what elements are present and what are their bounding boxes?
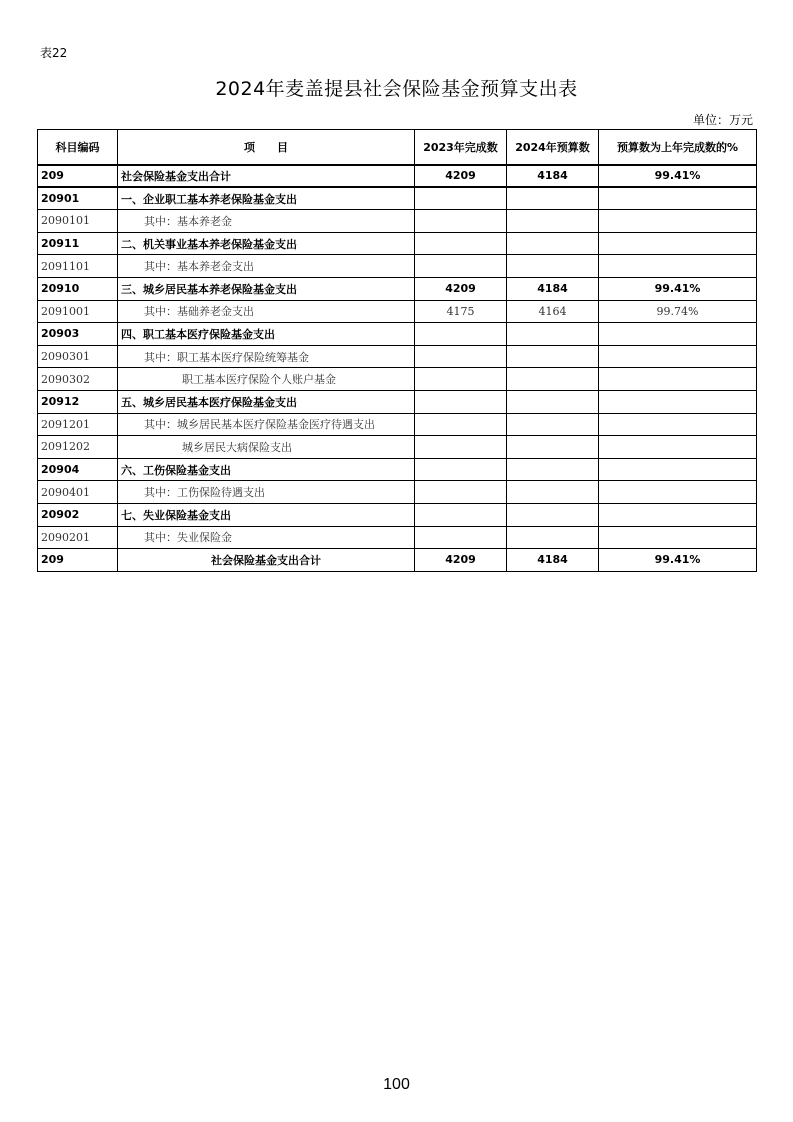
row-percent bbox=[599, 255, 757, 278]
row-value-2024: 4184 bbox=[507, 549, 599, 572]
row-value-2024 bbox=[507, 345, 599, 368]
row-code: 2090301 bbox=[38, 345, 118, 368]
budget-table bbox=[37, 129, 757, 572]
row-value-2024: 4184 bbox=[507, 165, 599, 188]
row-code: 2090401 bbox=[38, 481, 118, 504]
table-row bbox=[38, 210, 757, 233]
row-percent: 99.41% bbox=[599, 165, 757, 188]
row-name: 社会保险基金支出合计 bbox=[118, 549, 415, 572]
row-value-2023 bbox=[415, 436, 507, 459]
row-value-2024 bbox=[507, 232, 599, 255]
row-percent bbox=[599, 368, 757, 391]
row-value-2023 bbox=[415, 526, 507, 549]
row-value-2023 bbox=[415, 458, 507, 481]
row-percent bbox=[599, 481, 757, 504]
table-number: 表22 bbox=[40, 46, 68, 60]
row-code: 2090302 bbox=[38, 368, 118, 391]
row-value-2023 bbox=[415, 390, 507, 413]
table-row bbox=[38, 526, 757, 549]
table-row bbox=[38, 232, 757, 255]
row-name: 社会保险基金支出合计 bbox=[118, 165, 415, 188]
table-row bbox=[38, 277, 757, 300]
row-code: 20902 bbox=[38, 503, 118, 526]
row-value-2024 bbox=[507, 187, 599, 210]
row-code: 2091001 bbox=[38, 300, 118, 323]
row-percent bbox=[599, 187, 757, 210]
row-value-2024 bbox=[507, 503, 599, 526]
table-row bbox=[38, 300, 757, 323]
table-row bbox=[38, 323, 757, 346]
row-name: 二、机关事业基本养老保险基金支出 bbox=[118, 232, 415, 255]
row-name: 其中：城乡居民基本医疗保险基金医疗待遇支出 bbox=[118, 413, 415, 436]
row-code: 20903 bbox=[38, 323, 118, 346]
row-percent bbox=[599, 210, 757, 233]
row-value-2023 bbox=[415, 232, 507, 255]
row-value-2024 bbox=[507, 390, 599, 413]
row-name: 三、城乡居民基本养老保险基金支出 bbox=[118, 277, 415, 300]
table-row bbox=[38, 390, 757, 413]
row-percent bbox=[599, 232, 757, 255]
row-name: 一、企业职工基本养老保险基金支出 bbox=[118, 187, 415, 210]
row-percent: 99.41% bbox=[599, 277, 757, 300]
header-2024: 2024年预算数 bbox=[507, 130, 599, 165]
table-row bbox=[38, 481, 757, 504]
table-row bbox=[38, 503, 757, 526]
table-header-row bbox=[38, 130, 757, 165]
row-value-2023: 4209 bbox=[415, 277, 507, 300]
row-code: 20904 bbox=[38, 458, 118, 481]
row-percent bbox=[599, 413, 757, 436]
row-value-2024 bbox=[507, 210, 599, 233]
row-code: 2091202 bbox=[38, 436, 118, 459]
row-name: 六、工伤保险基金支出 bbox=[118, 458, 415, 481]
row-value-2023 bbox=[415, 187, 507, 210]
row-value-2024 bbox=[507, 255, 599, 278]
row-name: 其中：职工基本医疗保险统筹基金 bbox=[118, 345, 415, 368]
row-name: 其中：基本养老金支出 bbox=[118, 255, 415, 278]
row-value-2024 bbox=[507, 481, 599, 504]
page-title: 2024年麦盖提县社会保险基金预算支出表 bbox=[215, 78, 578, 100]
page-number: 100 bbox=[383, 1076, 410, 1093]
row-value-2024 bbox=[507, 323, 599, 346]
row-value-2024: 4164 bbox=[507, 300, 599, 323]
row-name: 七、失业保险基金支出 bbox=[118, 503, 415, 526]
row-value-2024: 4184 bbox=[507, 277, 599, 300]
row-value-2023 bbox=[415, 481, 507, 504]
header-percent: 预算数为上年完成数的% bbox=[599, 130, 757, 165]
row-code: 20911 bbox=[38, 232, 118, 255]
row-percent bbox=[599, 436, 757, 459]
row-code: 20912 bbox=[38, 390, 118, 413]
row-value-2023: 4209 bbox=[415, 165, 507, 188]
row-value-2023 bbox=[415, 503, 507, 526]
row-code: 2090201 bbox=[38, 526, 118, 549]
table-row bbox=[38, 345, 757, 368]
row-value-2024 bbox=[507, 436, 599, 459]
row-code: 209 bbox=[38, 549, 118, 572]
row-code: 2091201 bbox=[38, 413, 118, 436]
table-row bbox=[38, 458, 757, 481]
row-percent: 99.74% bbox=[599, 300, 757, 323]
header-2023: 2023年完成数 bbox=[415, 130, 507, 165]
row-value-2023 bbox=[415, 210, 507, 233]
row-value-2024 bbox=[507, 526, 599, 549]
row-percent bbox=[599, 458, 757, 481]
row-value-2024 bbox=[507, 413, 599, 436]
row-code: 2090101 bbox=[38, 210, 118, 233]
row-value-2023 bbox=[415, 345, 507, 368]
table-row bbox=[38, 368, 757, 391]
row-value-2023 bbox=[415, 413, 507, 436]
row-name: 城乡居民大病保险支出 bbox=[118, 436, 415, 459]
table-total-row bbox=[38, 549, 757, 572]
row-code: 20910 bbox=[38, 277, 118, 300]
row-percent bbox=[599, 323, 757, 346]
table-row bbox=[38, 413, 757, 436]
row-percent bbox=[599, 345, 757, 368]
row-code: 209 bbox=[38, 165, 118, 188]
header-code: 科目编码 bbox=[38, 130, 118, 165]
table-row bbox=[38, 187, 757, 210]
table-row bbox=[38, 165, 757, 188]
table-row bbox=[38, 436, 757, 459]
row-value-2023: 4175 bbox=[415, 300, 507, 323]
row-value-2024 bbox=[507, 458, 599, 481]
row-name: 四、职工基本医疗保险基金支出 bbox=[118, 323, 415, 346]
unit-label: 单位：万元 bbox=[692, 113, 753, 127]
row-percent bbox=[599, 503, 757, 526]
row-value-2023 bbox=[415, 255, 507, 278]
row-name: 职工基本医疗保险个人账户基金 bbox=[118, 368, 415, 391]
header-item: 项 目 bbox=[118, 130, 415, 165]
row-name: 其中：工伤保险待遇支出 bbox=[118, 481, 415, 504]
row-code: 2091101 bbox=[38, 255, 118, 278]
row-value-2023 bbox=[415, 368, 507, 391]
row-name: 其中：基础养老金支出 bbox=[118, 300, 415, 323]
row-code: 20901 bbox=[38, 187, 118, 210]
row-value-2023 bbox=[415, 323, 507, 346]
row-percent bbox=[599, 526, 757, 549]
row-name: 其中：基本养老金 bbox=[118, 210, 415, 233]
row-percent: 99.41% bbox=[599, 549, 757, 572]
row-value-2023: 4209 bbox=[415, 549, 507, 572]
table-row bbox=[38, 255, 757, 278]
row-name: 五、城乡居民基本医疗保险基金支出 bbox=[118, 390, 415, 413]
row-percent bbox=[599, 390, 757, 413]
row-name: 其中：失业保险金 bbox=[118, 526, 415, 549]
row-value-2024 bbox=[507, 368, 599, 391]
